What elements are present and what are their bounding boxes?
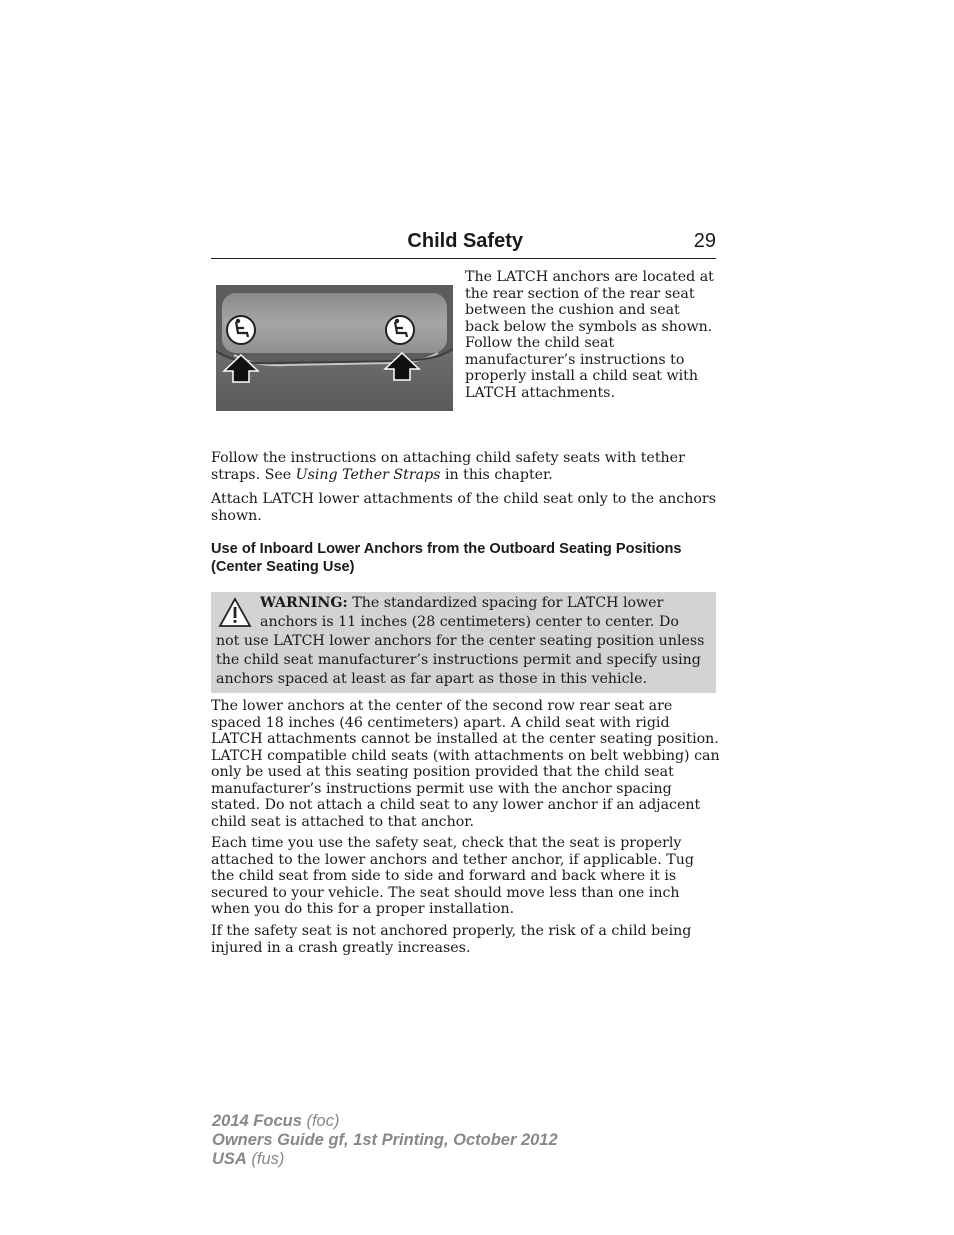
- section-heading: Use of Inboard Lower Anchors from the Outboard Seating Positions (Center Seating Use): [211, 541, 682, 575]
- cross-reference: Using Tether Straps: [295, 466, 441, 483]
- page-number: 29: [693, 230, 716, 252]
- latch-anchor-illustration: [216, 285, 453, 411]
- tether-straps-paragraph: Follow the instructions on attaching child safety seats with tether straps. See Using Tether Straps in this chapter.: [211, 450, 685, 483]
- warning-label: WARNING:: [260, 595, 348, 611]
- warning-text: The standardized spacing for LATCH lower anchors is 11 inches (28 centimeters) center to center. Do not use LATCH lower anchors for the center seating position unless the child seat manufacturer’s instructions permit and specify using anchors spaced at least as far apart as those in this vehicle.: [216, 595, 705, 687]
- page-footer: 2014 Focus (foc) Owners Guide gf, 1st Printing, October 2012 USA (fus): [212, 1112, 558, 1168]
- child-seat-symbol-icon: [386, 316, 414, 344]
- section-title: Child Safety: [407, 230, 523, 252]
- warning-box: [211, 592, 716, 693]
- anchoring-risk-paragraph: If the safety seat is not anchored properly, the risk of a child being injured in a crash greatly increases.: [211, 923, 692, 956]
- installation-check-paragraph: Each time you use the safety seat, check that the seat is properly attached to the lower anchors and tether anchor, if applicable. Tug the child seat from side to side and forward and back where it is secured to your vehicle. The seat should move less than one inch when you do this for a proper installation.: [211, 835, 694, 917]
- latch-attachment-paragraph: Attach LATCH lower attachments of the child seat only to the anchors shown.: [211, 491, 716, 524]
- child-seat-symbol-icon: [227, 316, 255, 344]
- page-header: [211, 228, 716, 259]
- center-seat-spacing-paragraph: The lower anchors at the center of the second row rear seat are spaced 18 inches (46 centimeters) apart. A child seat with rigid LATCH attachments cannot be installed at the center seating position. LATCH compatible child seats (with attachments on belt webbing) can only be used at this seating position provided that the child seat manufacturer’s instructions permit use with the anchor spacing stated. Do not attach a child seat to any lower anchor if an adjacent child seat is attached to that anchor.: [211, 698, 720, 830]
- warning-triangle-icon: [218, 596, 252, 630]
- latch-anchor-location-text: The LATCH anchors are located at the rear section of the rear seat between the cushion and seat back below the symbols as shown. Follow the child seat manufacturer’s instructions to properly install a child seat with LATCH attachments.: [465, 269, 714, 401]
